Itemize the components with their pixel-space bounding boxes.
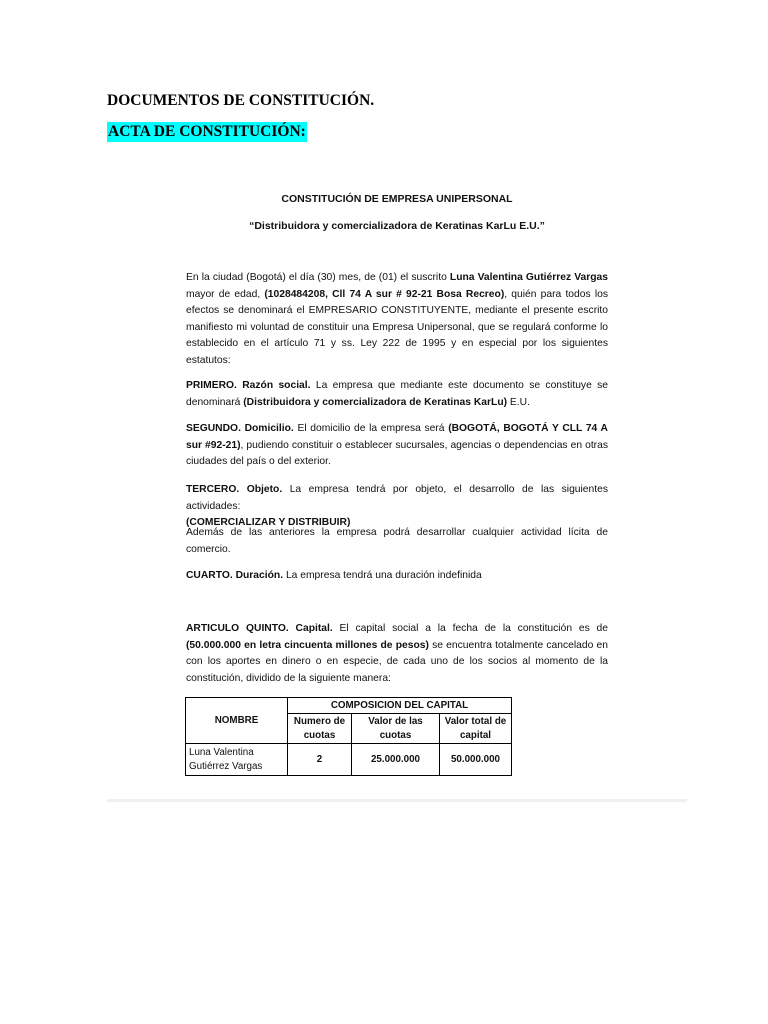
- cell-name: [186, 744, 288, 776]
- clause-cuarto: [186, 568, 608, 585]
- cell-numero: 2: [288, 744, 352, 776]
- clause-quinto-heading: ARTICULO QUINTO. Capital.: [186, 623, 333, 634]
- company-name: (Distribuidora y comercializadora de Keratinas KarLu): [243, 396, 508, 408]
- clause-cuarto-text: La empresa tendrá una duración indefinida: [283, 570, 482, 581]
- document-heading: DOCUMENTOS DE CONSTITUCIÓN.: [107, 92, 375, 109]
- col-header-numero: Numero de cuotas: [288, 714, 352, 744]
- capital-amount: (50.000.000 en letra cincuenta millones de pesos): [186, 639, 429, 651]
- capital-table: [185, 697, 512, 776]
- cell-name-line2: Gutiérrez Vargas: [189, 760, 263, 772]
- company-activities: (COMERCIALIZAR Y DISTRIBUIR): [186, 517, 351, 528]
- cell-valor: 25.000.000: [352, 744, 440, 776]
- clause-quinto: [186, 621, 608, 687]
- founder-id-address: (1028484208, Cll 74 A sur # 92-21 Bosa Recreo): [264, 288, 505, 300]
- col-header-valor: Valor de las cuotas: [352, 714, 440, 744]
- clause-segundo-text: El domicilio de la empresa será: [293, 423, 449, 434]
- col-header-nombre: NOMBRE: [186, 698, 288, 744]
- clause-tercero-heading: TERCERO. Objeto.: [186, 484, 283, 495]
- clause-primero-text: La empresa que mediante este documento se constituye se denominará: [186, 380, 608, 408]
- clause-segundo: [186, 421, 608, 471]
- page-divider: [107, 799, 687, 802]
- clause-segundo-heading: SEGUNDO. Domicilio.: [186, 423, 294, 434]
- intro-text-1: En la ciudad (Bogotá) el día (30) mes, de (01) el suscrito: [186, 272, 450, 283]
- col-header-total: Valor total de capital: [440, 714, 512, 744]
- clause-cuarto-heading: CUARTO. Duración.: [186, 570, 284, 581]
- founder-name: Luna Valentina Gutiérrez Vargas: [449, 272, 609, 283]
- highlighted-subheading: ACTA DE CONSTITUCIÓN:: [108, 123, 306, 140]
- cell-name-line1: Luna Valentina: [189, 746, 254, 758]
- clause-tercero-text: La empresa tendrá por objeto, el desarrollo de las siguientes actividades:: [186, 484, 608, 512]
- company-quote: “Distribuidora y comercializadora de Keratinas KarLu E.U.”: [249, 220, 545, 232]
- clause-segundo-suffix: , pudiendo constituir o establecer sucursales, agencias o dependencias en otras ciudades del país o del exterior.: [186, 439, 608, 467]
- intro-paragraph: [186, 270, 608, 369]
- clause-quinto-text: El capital social a la fecha de la constitución es de: [332, 623, 608, 634]
- cell-total: 50.000.000: [440, 744, 512, 776]
- clause-primero-suffix: E.U.: [507, 396, 530, 408]
- clause-primero: [186, 378, 608, 411]
- clause-primero-heading: PRIMERO. Razón social.: [186, 380, 311, 391]
- ademas-text: Además de las anteriores la empresa podrá desarrollar cualquier actividad lícita de comercio.: [186, 527, 608, 555]
- clause-quinto-suffix: se encuentra totalmente cancelado en con los aportes en dinero o en especie, de cada uno de los socios al momento de la constitución, dividido de la siguiente manera:: [186, 639, 608, 684]
- intro-text-2: mayor de edad,: [186, 288, 265, 300]
- intro-text-3: , quién para todos los efectos se denominará el EMPRESARIO CONSTITUYENTE, mediante el presente escrito manifiesto mi voluntad de constituir una Empresa Unipersonal, que se regulará conforme lo establecido en el artículo 71 y ss. Ley 222 de 1995 y en especial por los siguientes estatutos:: [186, 288, 608, 366]
- col-header-composicion: COMPOSICION DEL CAPITAL: [288, 698, 512, 714]
- ademas-paragraph: [186, 525, 608, 558]
- table-row: [186, 744, 512, 776]
- company-domicile: (BOGOTÁ, BOGOTÁ Y CLL 74 A sur #92-21): [186, 423, 608, 451]
- act-title: CONSTITUCIÓN DE EMPRESA UNIPERSONAL: [281, 193, 513, 205]
